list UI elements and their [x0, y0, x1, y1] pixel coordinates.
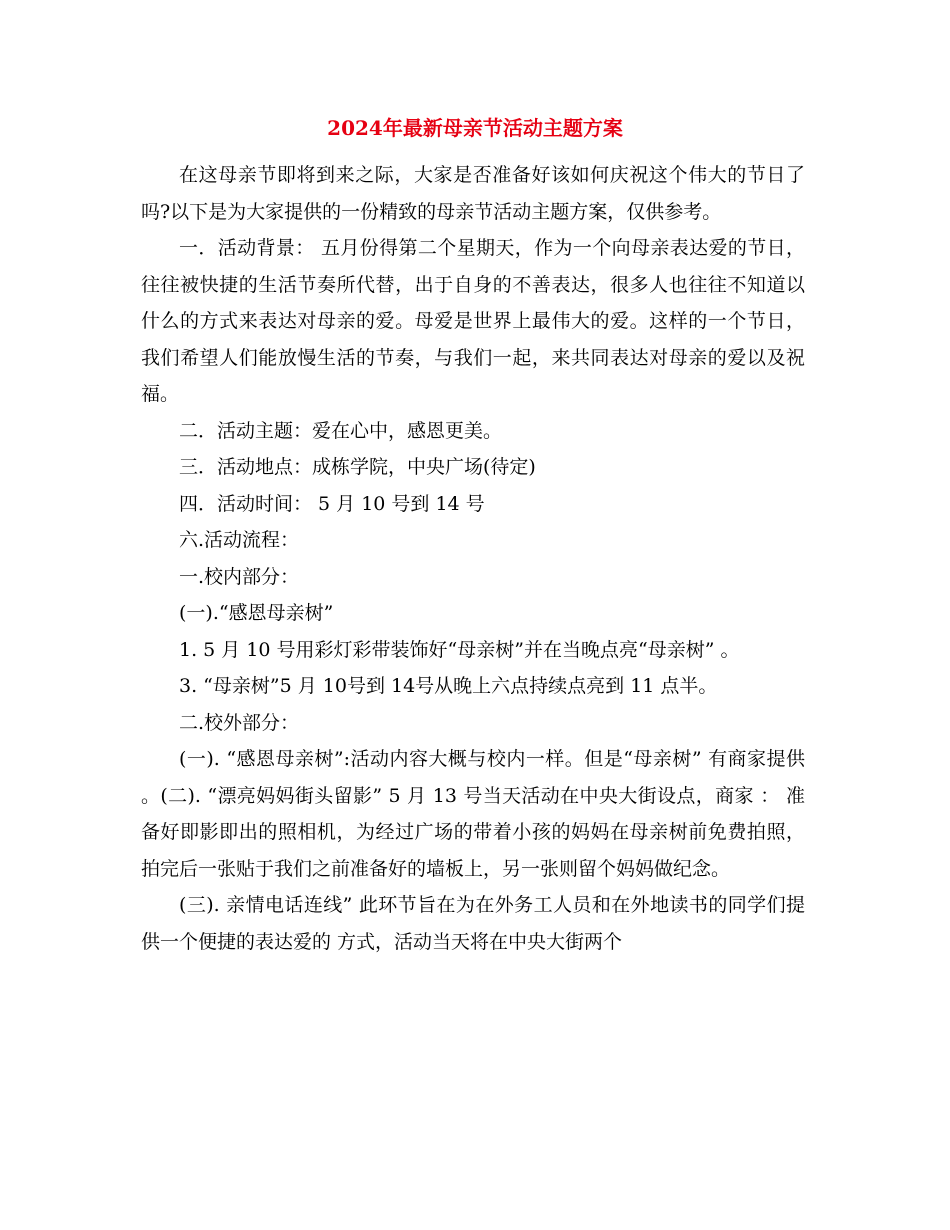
- paragraph-location: 三．活动地点：成栋学院，中央广场(待定): [179, 456, 536, 478]
- paragraph-flow-heading: 六.活动流程：: [179, 529, 300, 551]
- document-body: [141, 157, 805, 960]
- paragraph-offcampus-heading: 二.校外部分：: [179, 711, 300, 734]
- paragraph-offcampus-detail: (一). “感恩母亲树”:活动内容大概与校内一样。但是“母亲树” 有商家提供 。(二). “漂亮妈妈街头留影” 5 月 13 号当天活动在中央大街设点，商家 ： 准备好即影即出的照相机，为经过广场的带着小孩的妈妈在母亲树前免费拍照， 拍完后一张贴于我们之前准备好的墙板上，另一张则留个妈妈做纪念。: [141, 748, 805, 880]
- paragraph-background: 一．活动背景： 五月份得第二个星期天，作为一个向母亲表达爱的节日，往往被快捷的生活节奏所代替，出于自身的不善表达，很多人也往往不知道以 什么的方式来表达对母亲的爱。母爱是世界上最伟大的爱。这样的一个节日， 我们希望人们能放慢生活的节奏，与我们一起，来共同表达对母亲的爱以及祝福。: [141, 237, 805, 405]
- paragraph-phone-line: (三). 亲情电话连线” 此环节旨在为在外务工人员和在外地读书的同学们提供一个便捷的表达爱的 方式，活动当天将在中央大街两个: [141, 894, 805, 953]
- paragraph-theme: 二．活动主题：爱在心中，感恩更美。: [179, 419, 503, 442]
- document-title: 2024年最新母亲节活动主题方案: [327, 116, 623, 140]
- paragraph-campus-heading: 一.校内部分：: [179, 565, 300, 588]
- paragraph-mother-tree-heading: (一).“感恩母亲树”: [179, 602, 334, 624]
- paragraph-time: 四．活动时间： 5 月 10 号到 14 号: [179, 492, 485, 515]
- paragraph-step-1: 1. 5 月 10 号用彩灯彩带装饰好“母亲树”并在当晚点亮“母亲树” 。: [179, 638, 740, 661]
- paragraph-step-3: 3. “母亲树”5 月 10号到 14号从晚上六点持续点亮到 11 点半。: [179, 675, 718, 697]
- paragraph-intro: 在这母亲节即将到来之际，大家是否准备好该如何庆祝这个伟大的节日了吗?以下是为大家提供的一份精致的母亲节活动主题方案，仅供参考。: [141, 164, 805, 223]
